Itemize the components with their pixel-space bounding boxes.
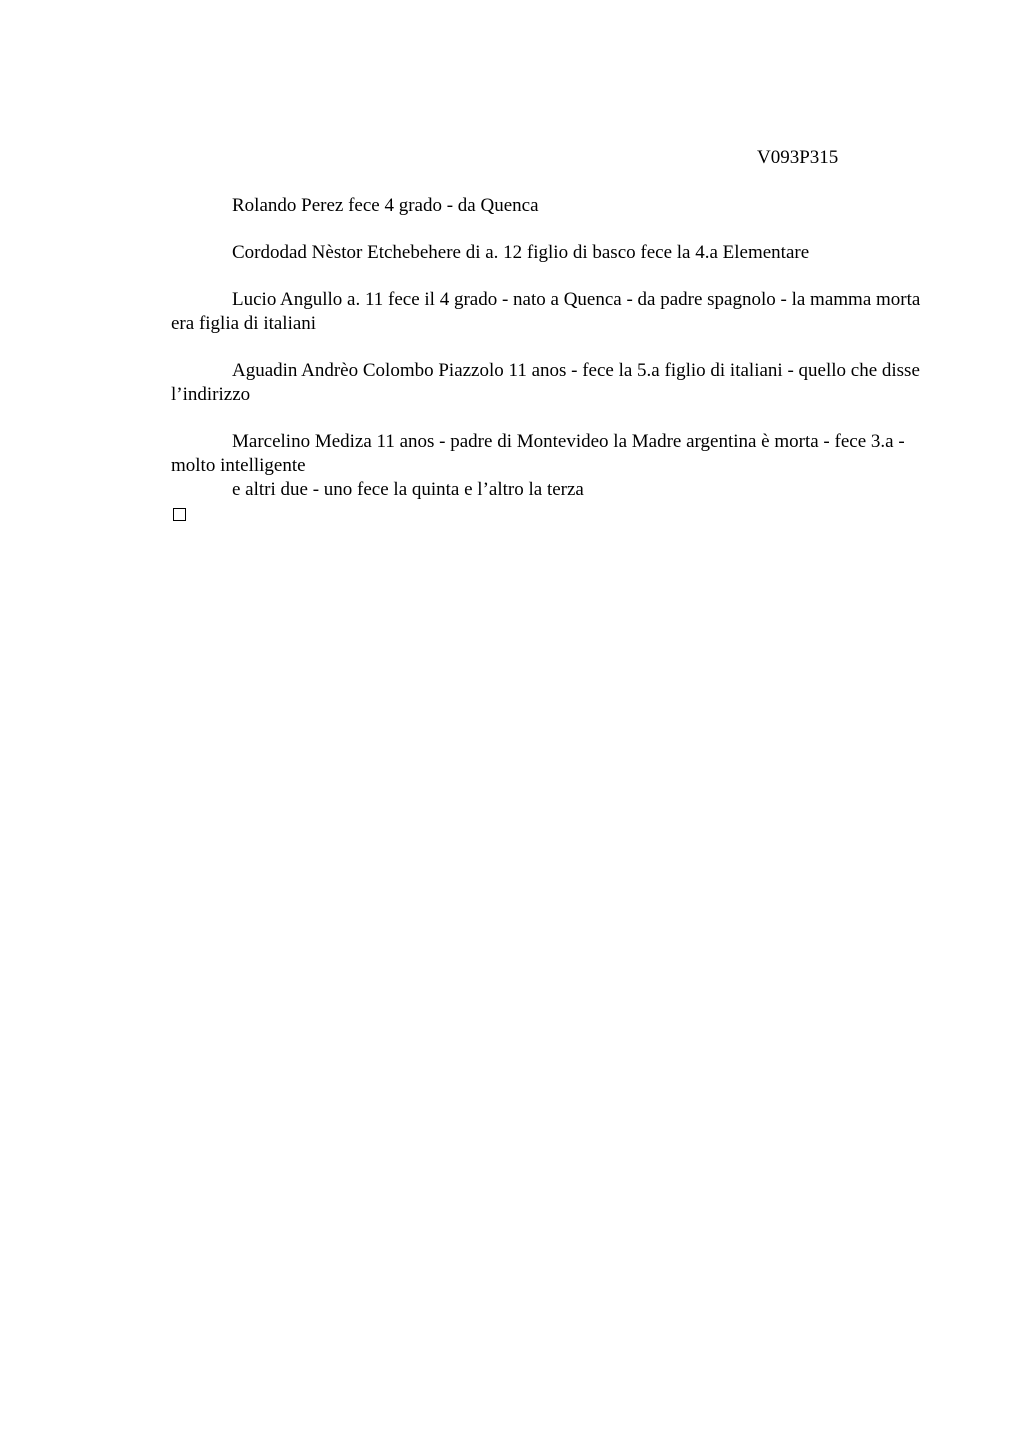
paragraph-marcelino-mediza: Marcelino Mediza 11 anos - padre di Montevideo la Madre argentina è morta - fece 3.a - molto intelligente [171,431,905,476]
page-identifier: V093P315 [757,147,839,168]
paragraph-cordodad-etchebehere: Cordodad Nèstor Etchebehere di a. 12 figlio di basco fece la 4.a Elementare [232,242,810,263]
document-body [171,194,931,521]
paragraph-altri-due: e altri due - uno fece la quinta e l’altro la terza [232,479,584,500]
empty-square-icon [173,508,186,521]
paragraph-lucio-angullo: Lucio Angullo a. 11 fece il 4 grado - nato a Quenca - da padre spagnolo - la mamma morta era figlia di italiani [171,289,921,334]
paragraph-rolando-perez: Rolando Perez fece 4 grado - da Quenca [232,195,539,216]
paragraph-aguadin-piazzolo: Aguadin Andrèo Colombo Piazzolo 11 anos - fece la 5.a figlio di italiani - quello che disse l’indirizzo [171,360,920,405]
